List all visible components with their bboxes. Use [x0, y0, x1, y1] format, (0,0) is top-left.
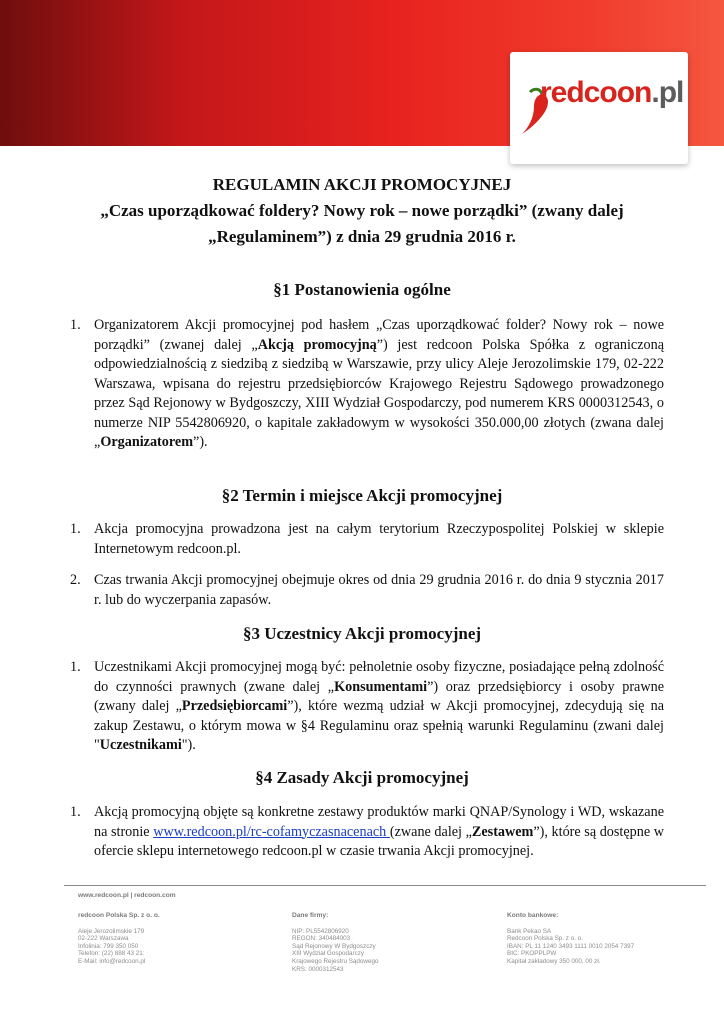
- footer-line: REGON: 340484003: [292, 935, 351, 943]
- paragraph: Uczestnikami Akcji promocyjnej mogą być: pełnoletnie osoby fizyczne, posiadające pełną zdolność do czynności prawnych (zwane dalej „Konsumentami”) oraz przedsiębiorcy i osoby prawne (zwany dalej „Przedsiębiorcami”), które wezmą udział w Akcji promocyjnej, zdecydują się na zakup Zestawu, o którym mowa w §4 Regulaminu oraz spełnią warunki Regulaminu (zwani dalej "Uczestnikami").: [94, 659, 665, 753]
- title-line: „Regulaminem”) z dnia 29 grudnia 2016 r.: [208, 227, 516, 246]
- footer-line: KRS: 0000312543: [292, 965, 344, 973]
- section-heading: §3 Uczestnicy Akcji promocyjnej: [242, 624, 482, 643]
- item-number: 1.: [70, 317, 81, 333]
- footer-line: Redcoon Polska Sp. z o. o.: [507, 935, 583, 943]
- footer-line: E-Mail: info@redcoon.pl: [78, 957, 146, 965]
- section-heading: §2 Termin i miejsce Akcji promocyjnej: [221, 486, 503, 505]
- footer-line: XIII Wydział Gospodarczy: [292, 950, 365, 958]
- footer-line: Krajowego Rejestru Sądowego: [292, 957, 379, 965]
- footer-col-company-data: [292, 912, 462, 973]
- footer-line: Sąd Rejonowy W Bydgoszczy: [292, 942, 376, 950]
- footer-col-title: redcoon Polska Sp. z o. o.: [78, 912, 160, 919]
- footer-line: Telefon: (22) 888 43 21:: [78, 950, 145, 958]
- paragraph: Akcja promocyjna prowadzona jest na całym terytorium Rzeczypospolitej Polskiej w sklepie Internetowym redcoon.pl.: [94, 521, 664, 557]
- logo-text: redcoon.pl: [540, 76, 684, 109]
- section-heading: §1 Postanowienia ogólne: [273, 280, 451, 299]
- footer-col-title: Konto bankowe:: [507, 912, 559, 919]
- footer-line: Infolinia: 799 350 050: [78, 942, 139, 950]
- item-number: 2.: [70, 572, 81, 588]
- footer-col-bank: [507, 912, 707, 966]
- title-line: „Czas uporządkować foldery? Nowy rok – nowe porządki” (zwany dalej: [100, 201, 624, 220]
- footer-line: Aleje Jerozolimskie 179: [78, 927, 145, 935]
- promo-link[interactable]: www.redcoon.pl/rc-cofamyczasnacenach: [153, 823, 390, 840]
- footer-site: www.redcoon.pl | redcoon.com: [78, 892, 176, 899]
- footer-divider: [64, 885, 706, 886]
- footer-col-title: Dane firmy:: [292, 912, 329, 919]
- item-number: 1.: [70, 804, 81, 820]
- footer-line: 02-222 Warszawa: [78, 935, 129, 943]
- document-title: [60, 172, 664, 250]
- title-line: REGULAMIN AKCJI PROMOCYJNEJ: [212, 175, 512, 194]
- paragraph: Czas trwania Akcji promocyjnej obejmuje okres od dnia 29 grudnia 2016 r. do dnia 9 stycznia 2017 r. lub do wyczerpania zapasów.: [94, 572, 664, 608]
- item-number: 1.: [70, 521, 81, 537]
- section-heading: §4 Zasady Akcji promocyjnej: [255, 768, 469, 787]
- footer-col-company: [78, 912, 248, 966]
- footer-line: BIC: PKOPPLPW: [507, 950, 557, 958]
- footer-line: IBAN: PL 11 1240 3493 1111 0010 2054 7397: [507, 942, 635, 950]
- paragraph: Akcją promocyjną objęte są konkretne zestawy produktów marki QNAP/Synology i WD, wskazane na stronie www.redcoon.pl/rc-cofamyczasnacenach (zwane dalej „Zestawem”), które są dostępne w ofercie sklepu internetowego redcoon.pl w czasie trwania Akcji promocyjnej.: [94, 804, 664, 859]
- item-number: 1.: [70, 659, 81, 675]
- footer-line: Kapitał zakładowy 350 000, 00 zł.: [507, 957, 601, 965]
- logo: [510, 52, 688, 164]
- paragraph: Organizatorem Akcji promocyjnej pod hasłem „Czas uporządkować folder? Nowy rok – nowe porządki” (zwanej dalej „Akcją promocyjną”) jest redcoon Polska Spółka z ograniczoną odpowiedzialnością z siedzibą z siedzibą w Warszawie, przy ulicy Aleje Jerozolimskie 179, 02-222 Warszawa, wpisana do rejestru przedsiębiorców Krajowego Rejestru Sądowego prowadzonego przez Sąd Rejonowy w Bydgoszczy, XIII Wydział Gospodarczy, pod numerem KRS 0000312543, o numerze NIP 5542806920, o kapitale zakładowym w wysokości 350.000,00 złotych (zwana dalej „Organizatorem”).: [94, 317, 664, 450]
- footer-line: Bank Pekao SA: [507, 927, 552, 935]
- footer-line: NIP: PL5542806920: [292, 927, 349, 935]
